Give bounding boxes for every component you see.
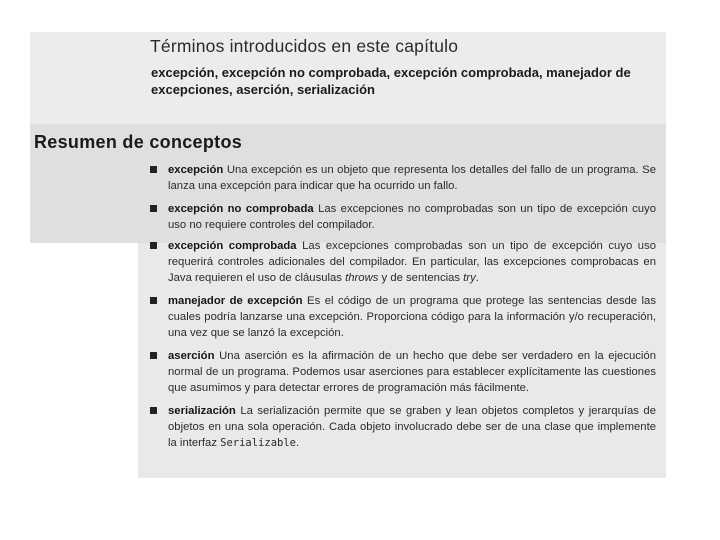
- square-bullet-icon: [150, 297, 157, 304]
- concept-item-checked-exception: [150, 238, 656, 286]
- code-serializable: Serializable: [220, 437, 296, 449]
- concept-text: Una aserción es la afirmación de un hecho que debe ser verdadero en la ejecución normal de un programa. Podemos usar aserciones para establecer explícitamente las cuestiones que asumimos y para detectar errores de programación más fácilmente.: [168, 350, 656, 394]
- concept-text: Una excepción es un objeto que representa los detalles del fallo de un programa. Se lanza una excepción para indicar que ha ocurrido un fallo.: [168, 164, 657, 192]
- concept-text: .: [295, 437, 300, 449]
- square-bullet-icon: [150, 352, 157, 359]
- concept-term: manejador de excepción: [168, 295, 303, 307]
- concept-item-assertion: [150, 348, 656, 396]
- concept-text: La serialización permite que se graben y lean objetos completos y jerarquías de objetos en una sola operación. Cada objeto involucrado debe ser de una clase que implemente la interfaz: [168, 405, 656, 449]
- summary-heading: Resumen de conceptos: [34, 132, 243, 152]
- concept-item-exception: [150, 162, 656, 194]
- concept-term: excepción comprobada: [168, 240, 297, 252]
- concept-term: serialización: [168, 405, 236, 417]
- terms-list: excepción, excepción no comprobada, excepción comprobada, manejador de excepciones, aserción, serialización: [151, 65, 631, 97]
- concept-term: excepción: [168, 164, 224, 176]
- concept-text: .: [475, 272, 479, 284]
- concept-item-serialization: [150, 403, 656, 451]
- left-margin: [30, 243, 138, 483]
- concept-text: Es el código de un programa que protege las sentencias desde las cuales podría lanzarse una excepción. Proporciona código para la información y/o recuperación, una vez que se lanzó la excepción.: [168, 295, 656, 339]
- square-bullet-icon: [150, 242, 157, 249]
- square-bullet-icon: [150, 166, 157, 173]
- concept-item-unchecked-exception: [150, 201, 656, 233]
- square-bullet-icon: [150, 205, 157, 212]
- keyword-try: try: [463, 272, 476, 284]
- concept-text: Las excepciones no comprobadas son un tipo de excepción cuyo uso no requiere controles del compilador.: [168, 203, 656, 231]
- concept-term: aserción: [168, 350, 215, 362]
- terms-heading: Términos introducidos en este capítulo: [150, 36, 459, 56]
- concept-text: Las excepciones comprobadas son un tipo de excepción cuyo uso requerirá controles adicionales del compilador. En particular, las excepciones comprobacas en Java requieren el uso de cláusulas: [168, 240, 656, 284]
- concept-term: excepción no comprobada: [168, 203, 314, 215]
- concept-item-exception-handler: [150, 293, 656, 341]
- square-bullet-icon: [150, 407, 157, 414]
- concept-text: y de sentencias: [381, 272, 461, 284]
- keyword-throws: throws: [345, 272, 379, 284]
- concept-list: [150, 162, 656, 451]
